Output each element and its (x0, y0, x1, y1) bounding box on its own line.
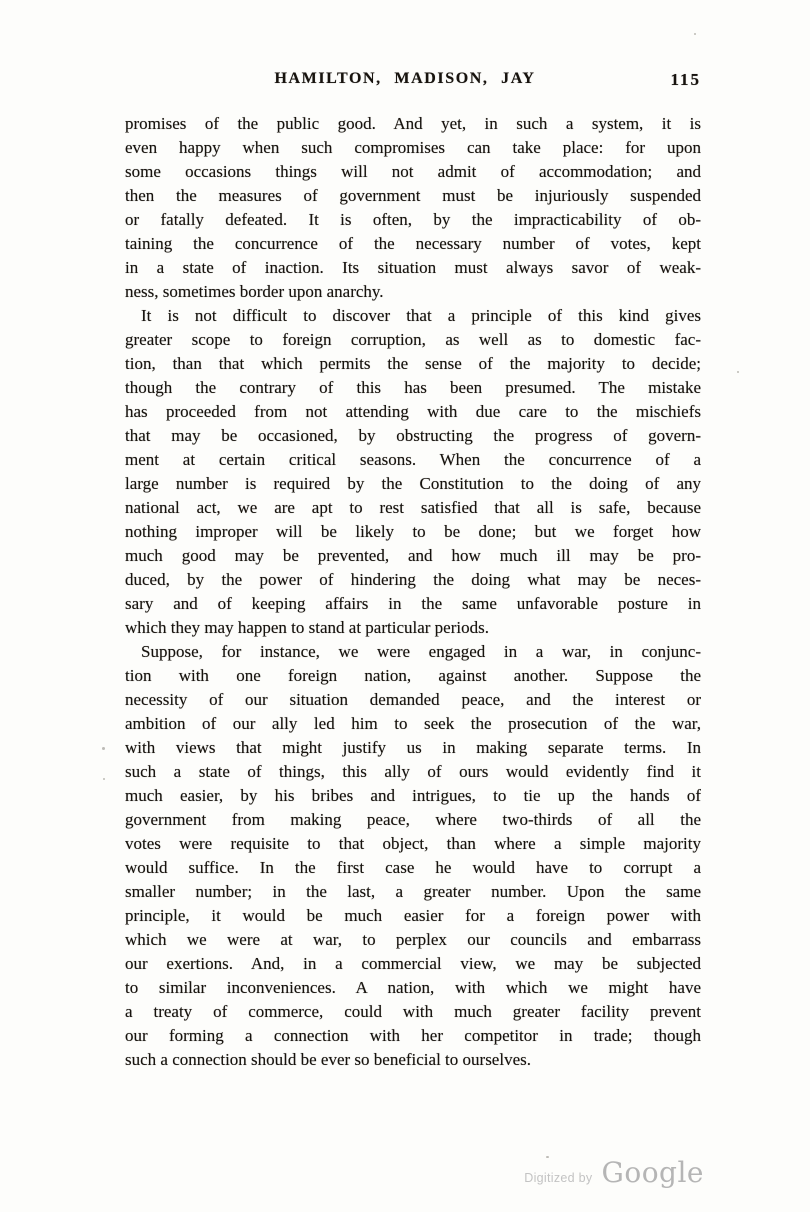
page-number: 115 (670, 70, 701, 89)
text-line: It is not difficult to discover that a principle of this kind gives (141, 306, 701, 325)
page-body (125, 112, 701, 1072)
text-line: though the contrary of this has been presumed. The mistake (125, 378, 701, 397)
text-line: Suppose, for instance, we were engaged in a war, in conjunc- (141, 642, 701, 661)
page-header (125, 70, 701, 94)
text-line: then the measures of government must be injuriously suspended (125, 186, 701, 205)
text-line: to similar inconveniences. A nation, with which we might have (125, 978, 701, 997)
text-line: in a state of inaction. Its situation must always savor of weak- (125, 258, 701, 277)
text-line: promises of the public good. And yet, in such a system, it is (125, 114, 701, 133)
text-line: national act, we are apt to rest satisfied that all is safe, because (125, 498, 701, 517)
text-line: taining the concurrence of the necessary number of votes, kept (125, 234, 701, 253)
text-line: even happy when such compromises can take place: for upon (125, 138, 701, 157)
text-line: ness, sometimes border upon anarchy. (125, 282, 384, 301)
text-line: with views that might justify us in making separate terms. In (125, 738, 701, 757)
text-line: our exertions. And, in a commercial view, we may be subjected (125, 954, 701, 973)
text-line: nothing improper will be likely to be done; but we forget how (125, 522, 701, 541)
text-line: much easier, by his bribes and intrigues, to tie up the hands of (125, 786, 701, 805)
watermark-text: Digitized by (524, 1171, 593, 1185)
text-line: votes were requisite to that object, than where a simple majority (125, 834, 701, 853)
text-line: principle, it would be much easier for a foreign power with (125, 906, 701, 925)
text-line: which they may happen to stand at particular periods. (125, 618, 489, 637)
text-line: would suffice. In the first case he would have to corrupt a (125, 858, 701, 877)
scan-speck (102, 747, 105, 750)
text-line: such a state of things, this ally of ours would evidently find it (125, 762, 701, 781)
text-line: a treaty of commerce, could with much greater facility prevent (125, 1002, 701, 1021)
text-line: ambition of our ally led him to seek the prosecution of the war, (125, 714, 701, 733)
text-line: ment at certain critical seasons. When the concurrence of a (125, 450, 701, 469)
text-line: tion with one foreign nation, against another. Suppose the (125, 666, 701, 685)
text-line: smaller number; in the last, a greater number. Upon the same (125, 882, 701, 901)
scan-speck (737, 371, 739, 373)
text-line: that may be occasioned, by obstructing the progress of govern- (125, 426, 701, 445)
text-line: or fatally defeated. It is often, by the impracticability of ob- (125, 210, 701, 229)
text-line: has proceeded from not attending with due care to the mischiefs (125, 402, 701, 421)
text-line: some occasions things will not admit of accommodation; and (125, 162, 701, 181)
text-line: large number is required by the Constitution to the doing of any (125, 474, 701, 493)
running-head: HAMILTON, MADISON, JAY (274, 70, 536, 87)
text-line: much good may be prevented, and how much ill may be pro- (125, 546, 701, 565)
text-line: which we were at war, to perplex our councils and embarrass (125, 930, 701, 949)
scan-speck (546, 1156, 549, 1158)
text-line: government from making peace, where two-thirds of all the (125, 810, 701, 829)
text-line: our forming a connection with her competitor in trade; though (125, 1026, 701, 1045)
text-line: greater scope to foreign corruption, as well as to domestic fac- (125, 330, 701, 349)
text-line: necessity of our situation demanded peace, and the interest or (125, 690, 701, 709)
scan-speck (103, 778, 105, 780)
text-line: tion, than that which permits the sense of the majority to decide; (125, 354, 701, 373)
watermark (524, 1156, 704, 1189)
text-line: duced, by the power of hindering the doing what may be neces- (125, 570, 701, 589)
scan-speck (694, 33, 696, 35)
google-logo: Google (601, 1156, 704, 1189)
text-line: sary and of keeping affairs in the same unfavorable posture in (125, 594, 701, 613)
text-line: such a connection should be ever so beneficial to ourselves. (125, 1050, 531, 1069)
